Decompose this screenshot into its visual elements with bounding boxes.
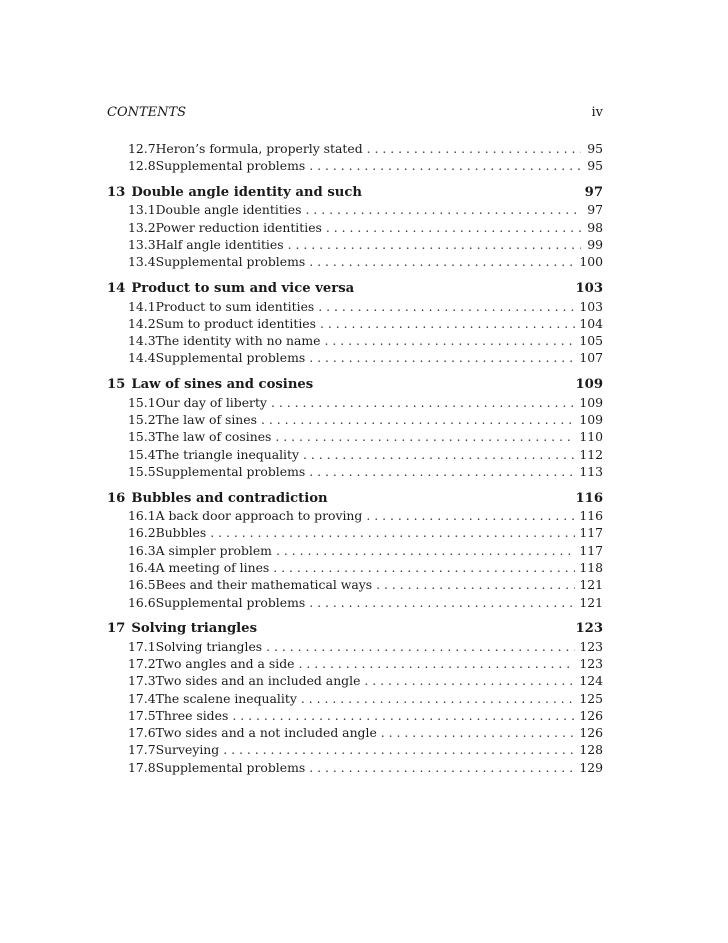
toc-entry-title: Supplemental problems [155,350,306,366]
toc-entry-title: The scalene inequality [155,690,297,706]
toc-entry-page: 128 [579,742,603,758]
toc-leader-dots [326,219,581,236]
toc-section-row[interactable] [107,446,603,463]
toc-entry-title: Supplemental problems [155,759,306,775]
toc-section-row[interactable] [107,741,603,758]
toc-section-row[interactable] [107,690,603,707]
toc-entry-title: Heron’s formula, properly stated [155,141,363,156]
toc-entry-title: The triangle inequality [155,446,299,462]
toc-section-row[interactable] [107,542,603,559]
toc-section-row[interactable] [107,411,603,428]
toc-entry-number: 17.4 [128,690,156,706]
toc-entry-title: Power reduction identities [155,219,322,235]
toc-entry-page: 117 [579,542,603,558]
toc-leader-dots [303,446,575,463]
toc-entry-page: 109 [579,411,603,427]
toc-leader-dots [232,707,575,724]
toc-leader-dots [261,411,575,428]
toc-section-row[interactable] [107,298,603,315]
toc-leader-dots [266,638,575,655]
toc-entry-number: 15 [107,377,126,393]
toc-leader-dots [305,201,581,218]
toc-chapter-row[interactable] [107,376,603,393]
toc-entry-title: A meeting of lines [155,559,270,575]
toc-section-row[interactable] [107,315,603,332]
toc-entry-title: The law of cosines [155,429,272,445]
toc-leader-dots [288,236,581,253]
toc-section-row[interactable] [107,140,603,157]
toc-leader-dots [309,759,575,776]
toc-entry-title: A back door approach to proving [155,508,363,524]
toc-leader-dots [367,140,581,157]
toc-entry-title: Bubbles [155,525,207,541]
toc-chapter-row[interactable] [107,280,603,297]
toc-entry-number: 17.2 [128,655,156,671]
toc-leader-dots [301,690,576,707]
toc-section-row[interactable] [107,507,603,524]
toc-entry-page: 121 [579,594,603,610]
toc-entry-page: 97 [587,202,603,218]
toc-entry-number: 17.7 [128,742,156,758]
toc-entry-number: 13.2 [128,219,156,235]
toc-entry-page: 123 [575,621,603,637]
toc-chapter-row[interactable] [107,184,603,201]
toc-section-row[interactable] [107,201,603,218]
toc-entry-title: Supplemental problems [155,594,306,610]
toc-section-row[interactable] [107,157,603,174]
toc-entry-title: Bees and their mathematical ways [155,577,373,593]
toc-entry-page: 104 [579,315,603,331]
toc-section-row[interactable] [107,638,603,655]
toc-entry-page: 99 [587,237,603,253]
toc-entry-title: The identity with no name [155,333,321,349]
toc-entry-page: 117 [579,525,603,541]
toc-entry-title: Two angles and a side [155,655,295,671]
toc-leader-dots [298,655,575,672]
toc-leader-dots [210,524,575,541]
toc-entry-number: 15.3 [128,429,156,445]
toc-entry-page: 125 [579,690,603,706]
toc-section-row[interactable] [107,219,603,236]
toc-section-row[interactable] [107,349,603,366]
toc-entry-number: 13 [107,185,126,201]
toc-entry-number: 17.5 [128,707,156,723]
toc-section-row[interactable] [107,236,603,253]
toc-entry-number: 14.1 [128,298,156,314]
toc-entry-number: 16.4 [128,559,156,575]
toc-leader-dots [309,463,575,480]
toc-leader-dots [376,576,575,593]
toc-entry-title: The law of sines [155,411,257,427]
toc-leader-dots [381,724,576,741]
toc-entry-title: Two sides and an included angle [155,673,361,689]
toc-leader-dots [366,507,575,524]
toc-entry-number: 16.5 [128,577,156,593]
toc-section-row[interactable] [107,524,603,541]
toc-entry-page: 107 [579,350,603,366]
toc-entry-page: 95 [587,141,603,156]
toc-leader-dots [273,559,575,576]
toc-section-row[interactable] [107,559,603,576]
toc-entry-number: 17.8 [128,759,156,775]
toc-entry-page: 103 [575,281,603,297]
toc-entry-page: 121 [579,577,603,593]
toc-entry-number: 16 [107,490,126,506]
running-header [107,105,603,125]
toc-entry-title: Supplemental problems [155,158,306,174]
toc-leader-dots [320,315,575,332]
toc-leader-dots [223,741,575,758]
toc-entry-number: 13.1 [128,202,156,218]
toc-entry-number: 16.1 [128,508,156,524]
toc-entry-number: 15.2 [128,411,156,427]
header-page-number: iv [591,105,603,120]
toc-leader-dots [309,349,575,366]
toc-entry-page: 116 [579,508,603,524]
toc-entry-number: 15.5 [128,463,156,479]
toc-entry-number: 16.3 [128,542,156,558]
toc-entry-page: 98 [587,219,603,235]
toc-entry-title: Sum to product identities [155,315,316,331]
toc-entry-number: 13.3 [128,237,156,253]
toc-section-row[interactable] [107,759,603,776]
toc-leader-dots [364,672,575,689]
toc-entry-page: 113 [579,463,603,479]
toc-entry-page: 123 [579,638,603,654]
toc-entry-number: 13.4 [128,254,156,270]
toc-entry-title: Supplemental problems [155,463,306,479]
toc-leader-dots [309,253,575,270]
toc-entry-number: 14 [107,281,126,297]
toc-entry-title: Product to sum and vice versa [131,281,355,297]
toc-leader-dots [276,542,575,559]
toc-entry-title: Double angle identity and such [131,185,362,201]
toc-entry-page: 124 [579,673,603,689]
toc-leader-dots [309,594,575,611]
toc-chapter-row[interactable] [107,620,603,637]
toc-section-row[interactable] [107,332,603,349]
toc-section-row[interactable] [107,394,603,411]
toc-entry-page: 112 [579,446,603,462]
toc-entry-page: 109 [579,394,603,410]
toc-entry-title: Law of sines and cosines [131,377,314,393]
toc-entry-number: 17.1 [128,638,156,654]
toc-leader-dots [271,394,575,411]
toc-entry-title: Solving triangles [155,638,263,654]
toc-entry-page: 100 [579,254,603,270]
toc-entry-page: 129 [579,759,603,775]
toc-leader-dots [324,332,575,349]
toc-entry-page: 97 [584,185,603,201]
toc-entry-page: 109 [575,377,603,393]
toc-section-row[interactable] [107,724,603,741]
toc-entry-title: Double angle identities [155,202,302,218]
toc-entry-title: Supplemental problems [155,254,306,270]
toc-entry-title: Three sides [155,707,229,723]
toc-leader-dots [275,428,575,445]
toc-entry-title: Product to sum identities [155,298,315,314]
toc-entry-number: 17.3 [128,673,156,689]
toc-entry-number: 16.6 [128,594,156,610]
toc-section-row[interactable] [107,428,603,445]
table-of-contents [107,140,603,776]
toc-entry-number: 14.3 [128,333,156,349]
toc-entry-page: 126 [579,707,603,723]
toc-entry-title: Half angle identities [155,237,284,253]
toc-entry-title: Our day of liberty [155,394,267,410]
toc-entry-number: 15.4 [128,446,156,462]
toc-chapter-row[interactable] [107,490,603,507]
toc-section-row[interactable] [107,707,603,724]
toc-leader-dots [318,298,575,315]
toc-section-row[interactable] [107,576,603,593]
header-title: CONTENTS [107,105,187,120]
toc-section-row[interactable] [107,253,603,270]
toc-entry-page: 126 [579,725,603,741]
toc-section-row[interactable] [107,463,603,480]
toc-section-row[interactable] [107,672,603,689]
toc-entry-number: 15.1 [128,394,156,410]
toc-entry-title: Surveying [155,742,220,758]
toc-entry-page: 116 [575,490,603,506]
toc-entry-number: 17 [107,621,126,637]
toc-entry-page: 95 [587,158,603,174]
toc-entry-page: 123 [579,655,603,671]
toc-entry-number: 12.7 [128,141,156,156]
toc-entry-page: 105 [579,333,603,349]
toc-entry-page: 110 [579,429,603,445]
toc-section-row[interactable] [107,655,603,672]
toc-entry-page: 118 [579,559,603,575]
toc-entry-title: A simpler problem [155,542,272,558]
toc-leader-dots [309,157,581,174]
toc-entry-number: 17.6 [128,725,156,741]
toc-section-row[interactable] [107,594,603,611]
toc-entry-title: Two sides and a not included angle [155,725,377,741]
toc-entry-title: Solving triangles [131,621,257,637]
toc-entry-number: 14.2 [128,315,156,331]
toc-entry-number: 12.8 [128,158,156,174]
toc-entry-number: 16.2 [128,525,156,541]
toc-entry-page: 103 [579,298,603,314]
toc-entry-number: 14.4 [128,350,156,366]
toc-entry-title: Bubbles and contradiction [131,490,328,506]
